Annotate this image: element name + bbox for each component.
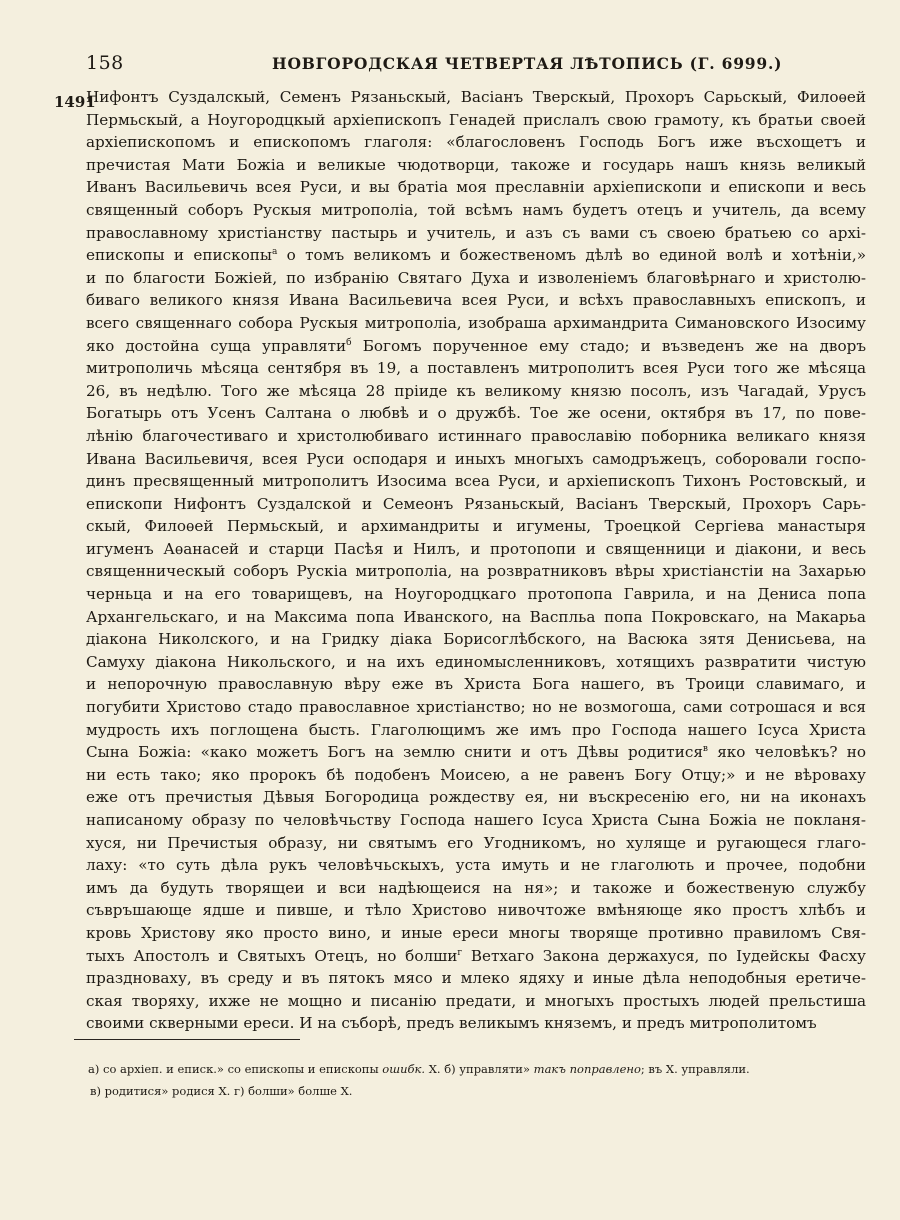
text-line: епископи Нифонтъ Суздалской и Семеонъ Рязаньскый, Васіанъ Тверскый, Прохоръ Сарь-	[86, 494, 866, 513]
text-line: митрополичь мѣсяца сентября въ 19, а поставленъ митрополитъ всея Руси того же мѣсяца	[86, 359, 866, 378]
footnote-marker-b: б	[346, 337, 352, 348]
text-line: Богатырь отъ Усенъ Салтана о любвѣ и о дружбѣ. Тое же осени, октября въ 17, по пове-	[86, 404, 866, 423]
text-line: священническый соборъ Рускіа митрополіа, на розвратниковъ вѣры христіанстіи на Захарью	[86, 562, 866, 581]
text-span: Богомъ порученное ему стадо; и възведенъ же на дворъ	[351, 336, 866, 355]
text-span: Сына Божіа: «како можетъ Богъ на землю снити и отъ Дѣвы родитися	[86, 743, 703, 762]
text-span: яко человѣкъ? но	[708, 743, 866, 762]
text-line	[86, 335, 866, 358]
text-line: и по благости Божіей, по избранію Святаго Духа и изволеніемъ благовѣрнаго и христолю-	[86, 268, 866, 287]
text-line	[86, 945, 866, 968]
text-line: ская творяху, ихже не мощно и писанію предати, и многыхъ простыхъ людей прельстиша	[86, 991, 866, 1010]
text-line: съвръшающе ядше и пивше, и тѣло Христово нивочтоже вмѣняюще яко простъ хлѣбъ и	[86, 901, 866, 920]
footnote-divider	[74, 1039, 300, 1040]
text-span: тыхъ Апостолъ и Святыхъ Отецъ, но болши	[86, 946, 458, 965]
year-marker: 1491	[54, 93, 96, 111]
text-line: черньца и на его товарищевъ, на Ноугородцкаго протопопа Гаврила, и на Дениса попа	[86, 585, 866, 604]
running-title: НОВГОРОДСКАЯ ЧЕТВЕРТАЯ ЛѢТОПИСЬ (Г. 6999.)	[272, 54, 783, 73]
text-span: Ветхаго Закона держахуся, по Іудейскы Фасху	[462, 946, 866, 965]
text-line: погубити Христово стадо православное христіанство; но не возмогоша, сами сотрошася и вся	[86, 698, 866, 717]
text-line: имъ да будуть творящеи и вси надѣющеися на ня»; и такоже и божественую службу	[86, 878, 866, 897]
text-line	[86, 741, 866, 764]
footnotes	[88, 1058, 858, 1102]
text-line: хуся, ни Пречистыя образу, ни святымъ его Угодникомъ, но хуляще и ругающеся глаго-	[86, 833, 866, 852]
text-span: епископы и епископы	[86, 246, 272, 265]
footnote-marker-g: г	[457, 947, 463, 958]
text-line: Архангельскаго, и на Максима попа Иванского, на Васпльа попа Покровскаго, на Макарьа	[86, 607, 866, 626]
text-line: Самуху діакона Никольского, и на ихъ единомысленниковъ, хотящихъ развратити чистую	[86, 652, 866, 671]
text-line: Пермьскый, а Ноугородцкый архіепископъ Генадей прислалъ свою грамоту, къ братьи своей	[86, 110, 866, 129]
text-span: о томъ великомъ и божественомъ дѣлѣ во единой волѣ и хотѣніи,»	[277, 246, 866, 265]
text-line: священный соборъ Рускыя митрополіа, той всѣмъ намъ будетъ отецъ и учитель, да всему	[86, 200, 866, 219]
text-line: Ивана Васильевичя, всея Руси осподаря и иныхъ многыхъ самодръжецъ, соборовали госпо-	[86, 449, 866, 468]
chronicle-text	[86, 86, 866, 1035]
footnote-text: а) со архіеп. и еписк.» со епископы и епископы	[88, 1062, 383, 1076]
text-line	[86, 244, 866, 267]
text-line: діакона Николского, и на Гридку діака Борисоглѣбского, на Васюка зятя Денисьева, на	[86, 630, 866, 649]
footnote-line: в) родитися» родися Х. г) болши» болше Х.	[90, 1084, 353, 1098]
text-span: яко достойна суща управляти	[86, 336, 347, 355]
text-line: кровь Христову яко просто вино, и иные ереси многы творяще противно правиломъ Свя-	[86, 923, 866, 942]
text-line: Нифонтъ Суздалскый, Семенъ Рязаньскый, Васіанъ Тверскый, Прохоръ Сарьскый, Филоѳей	[86, 88, 866, 106]
footnote-line	[88, 1058, 858, 1080]
text-line: Иванъ Васильевичь всея Руси, и вы братіа моя преславніи архіепископи и епископи и весь	[86, 178, 866, 197]
footnote-marker-v: в	[702, 744, 708, 755]
text-line: православному христіанству пастырь и учитель, и азъ съ вами съ своею братьею со архі-	[86, 223, 866, 242]
text-line: пречистая Мати Божіа и великые чюдотворци, такоже и государь нашъ князь великый	[86, 155, 866, 174]
text-line: скый, Филоѳей Пермьскый, и архимандриты и игумены, Троецкой Сергіева манастыря	[86, 517, 866, 536]
text-line: биваго великого князя Ивана Васильевича всея Руси, и всѣхъ православныхъ епископъ, и	[86, 291, 866, 310]
text-line: своими скверными ереси. И на съборѣ, предъ великымъ княземъ, и предъ митрополитомъ	[86, 1014, 817, 1033]
text-line: праздноваху, въ среду и въ пятокъ мясо и млеко ядяху и иные дѣла неподобныя еретиче-	[86, 969, 866, 988]
text-line: архіепископомъ и епископомъ глаголя: «благословенъ Господь Богъ иже въсхощетъ и	[86, 133, 866, 152]
text-line: ни есть тако; яко пророкъ бѣ подобенъ Моисею, а не равенъ Богу Отцу;» и не вѣроваху	[86, 765, 866, 784]
text-line: написаному образу по человѣчьству Господа нашего Ісуса Христа Сына Божіа не покланя-	[86, 811, 866, 829]
text-line: лѣнію благочестиваго и христолюбиваго истиннаго православію поборника великаго князя	[86, 426, 866, 445]
text-line: 26, въ недѣлю. Того же мѣсяца 28 пріиде къ великому князю посолъ, изъ Чагадай, Урусъ	[86, 381, 866, 400]
page-number: 158	[86, 52, 124, 74]
footnote-text: ; въ Х. управляли.	[640, 1062, 750, 1076]
text-line: игуменъ Аѳанасей и старци Пасѣя и Нилъ, и протопопи и священници и діакони, и весь	[86, 539, 866, 558]
text-line: и непорочную православную вѣру еже въ Христа Бога нашего, въ Троици славимаго, и	[86, 675, 866, 694]
text-line: лаху: «то суть дѣла рукъ человѣчьскыхъ, уста имуть и не глаголють и прочее, подобни	[86, 856, 866, 875]
footnote-text: Х. б) управляти»	[425, 1062, 534, 1076]
text-line: еже отъ пречистыя Дѣвыя Богородица рождеству ея, ни въскресенію его, ни на иконахъ	[86, 788, 866, 807]
text-line: мудрость ихъ поглощена бысть. Глаголющимъ же имъ про Господа нашего Ісуса Христа	[86, 720, 866, 739]
text-line: всего священнаго собора Рускыя митрополіа, изобраша архимандрита Симановского Изосиму	[86, 313, 866, 332]
footnote-italic: такъ поправлено	[533, 1062, 641, 1076]
footnote-italic: ошибк.	[382, 1062, 426, 1076]
footnote-marker-a: а	[271, 247, 278, 258]
text-line: динъ пресвященный митрополитъ Изосима всеа Руси, и архіепископъ Тихонъ Ростовскый, и	[86, 472, 866, 491]
